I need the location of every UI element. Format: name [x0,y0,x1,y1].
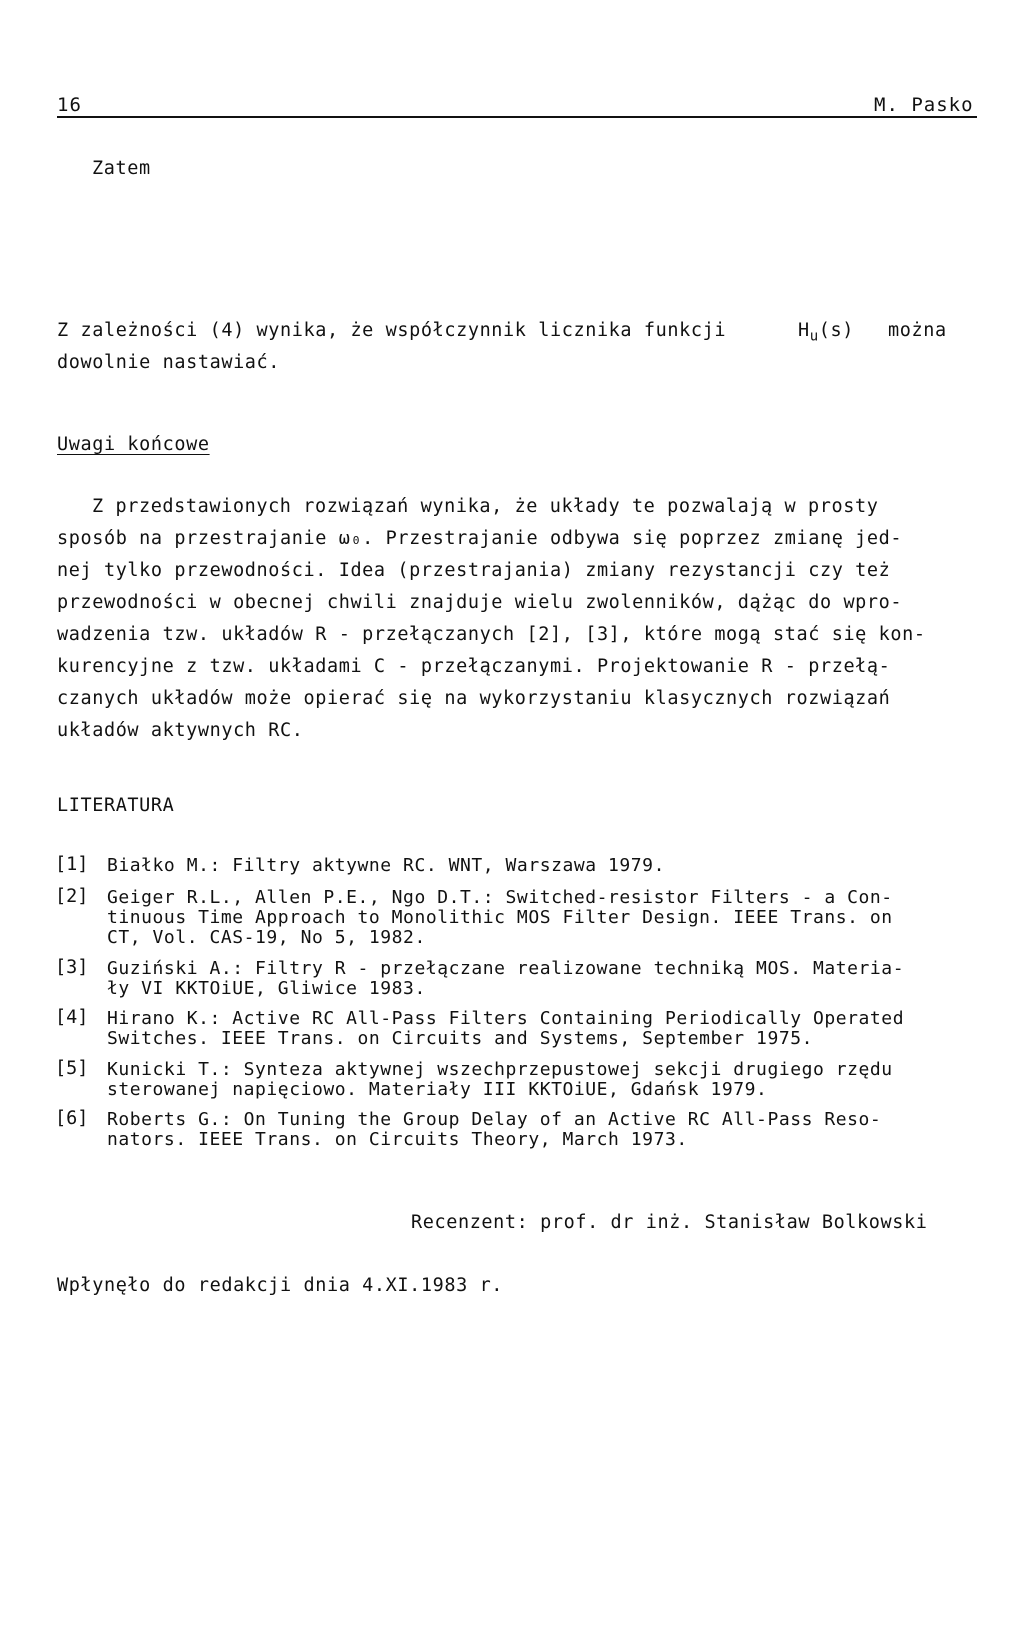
h-argument: (s) [818,320,854,341]
transfer-function-symbol [798,320,854,345]
running-author: M. Pasko [874,94,974,116]
section-heading: Uwagi końcowe [57,434,210,455]
literature-heading: LITERATURA [57,795,175,816]
received-date: Wpłynęło do redakcji dnia 4.XI.1983 r. [57,1275,504,1296]
paragraph1-line1 [57,320,726,341]
zatem-text: Zatem [92,158,151,179]
reference-number: [6] [55,1108,89,1129]
section-line: sposób na przestrajanie ω₀. Przestrajanie odbywa się poprzez zmianę jed- [57,528,903,549]
reference-text: Guziński A.: Filtry R - przełączane realizowane techniką MOS. Materia- [107,958,905,979]
section-line: nej tylko przewodności. Idea (przestrajania) zmiany rezystancji czy też [57,560,891,581]
h-letter: H [798,320,810,341]
reference-text: Hirano K.: Active RC All-Pass Filters Containing Periodically Operated [107,1008,905,1029]
paragraph1-text: Z zależności (4) wynika, że współczynnik licznika funkcji [57,320,727,341]
reference-number: [1] [55,854,89,875]
reference-text: ły VI KKTOiUE, Gliwice 1983. [107,978,426,999]
reference-text: sterowanej napięciowo. Materiały III KKTOiUE, Gdańsk 1979. [107,1079,768,1100]
reference-number: [2] [55,886,89,907]
reference-number: [3] [55,957,89,978]
reference-text: Switches. IEEE Trans. on Circuits and Systems, September 1975. [107,1028,813,1049]
reference-text: nators. IEEE Trans. on Circuits Theory, March 1973. [107,1129,688,1150]
section-line: układów aktywnych RC. [57,720,304,741]
paragraph1-end: można [888,320,947,341]
reference-text: Kunicki T.: Synteza aktywnej wszechprzepustowej sekcji drugiego rzędu [107,1059,893,1080]
section-line: wadzenia tzw. układów R - przełączanych [2], [3], które mogą stać się kon- [57,624,926,645]
reference-text: Geiger R.L., Allen P.E., Ngo D.T.: Switched-resistor Filters - a Con- [107,887,893,908]
h-subscript: u [809,328,819,345]
header-rule [57,116,977,118]
section-line: kurencyjne z tzw. układami C - przełączanymi. Projektowanie R - przełą- [57,656,891,677]
paragraph1-line2: dowolnie nastawiać. [57,352,281,373]
reference-text: Roberts G.: On Tuning the Group Delay of an Active RC All-Pass Reso- [107,1109,882,1130]
section-line: Z przedstawionych rozwiązań wynika, że układy te pozwalają w prosty [92,496,879,517]
reference-number: [5] [55,1058,89,1079]
section-line: przewodności w obecnej chwili znajduje wielu zwolenników, dążąc do wpro- [57,592,903,613]
reference-text: Białko M.: Filtry aktywne RC. WNT, Warszawa 1979. [107,855,665,876]
reference-text: tinuous Time Approach to Monolithic MOS Filter Design. IEEE Trans. on [107,907,893,928]
reference-text: CT, Vol. CAS-19, No 5, 1982. [107,927,426,948]
section-line: czanych układów może opierać się na wykorzystaniu klasycznych rozwiązań [57,688,891,709]
reviewer-note: Recenzent: prof. dr inż. Stanisław Bolkowski [411,1212,928,1233]
reference-number: [4] [55,1007,89,1028]
page-number: 16 [57,94,82,116]
